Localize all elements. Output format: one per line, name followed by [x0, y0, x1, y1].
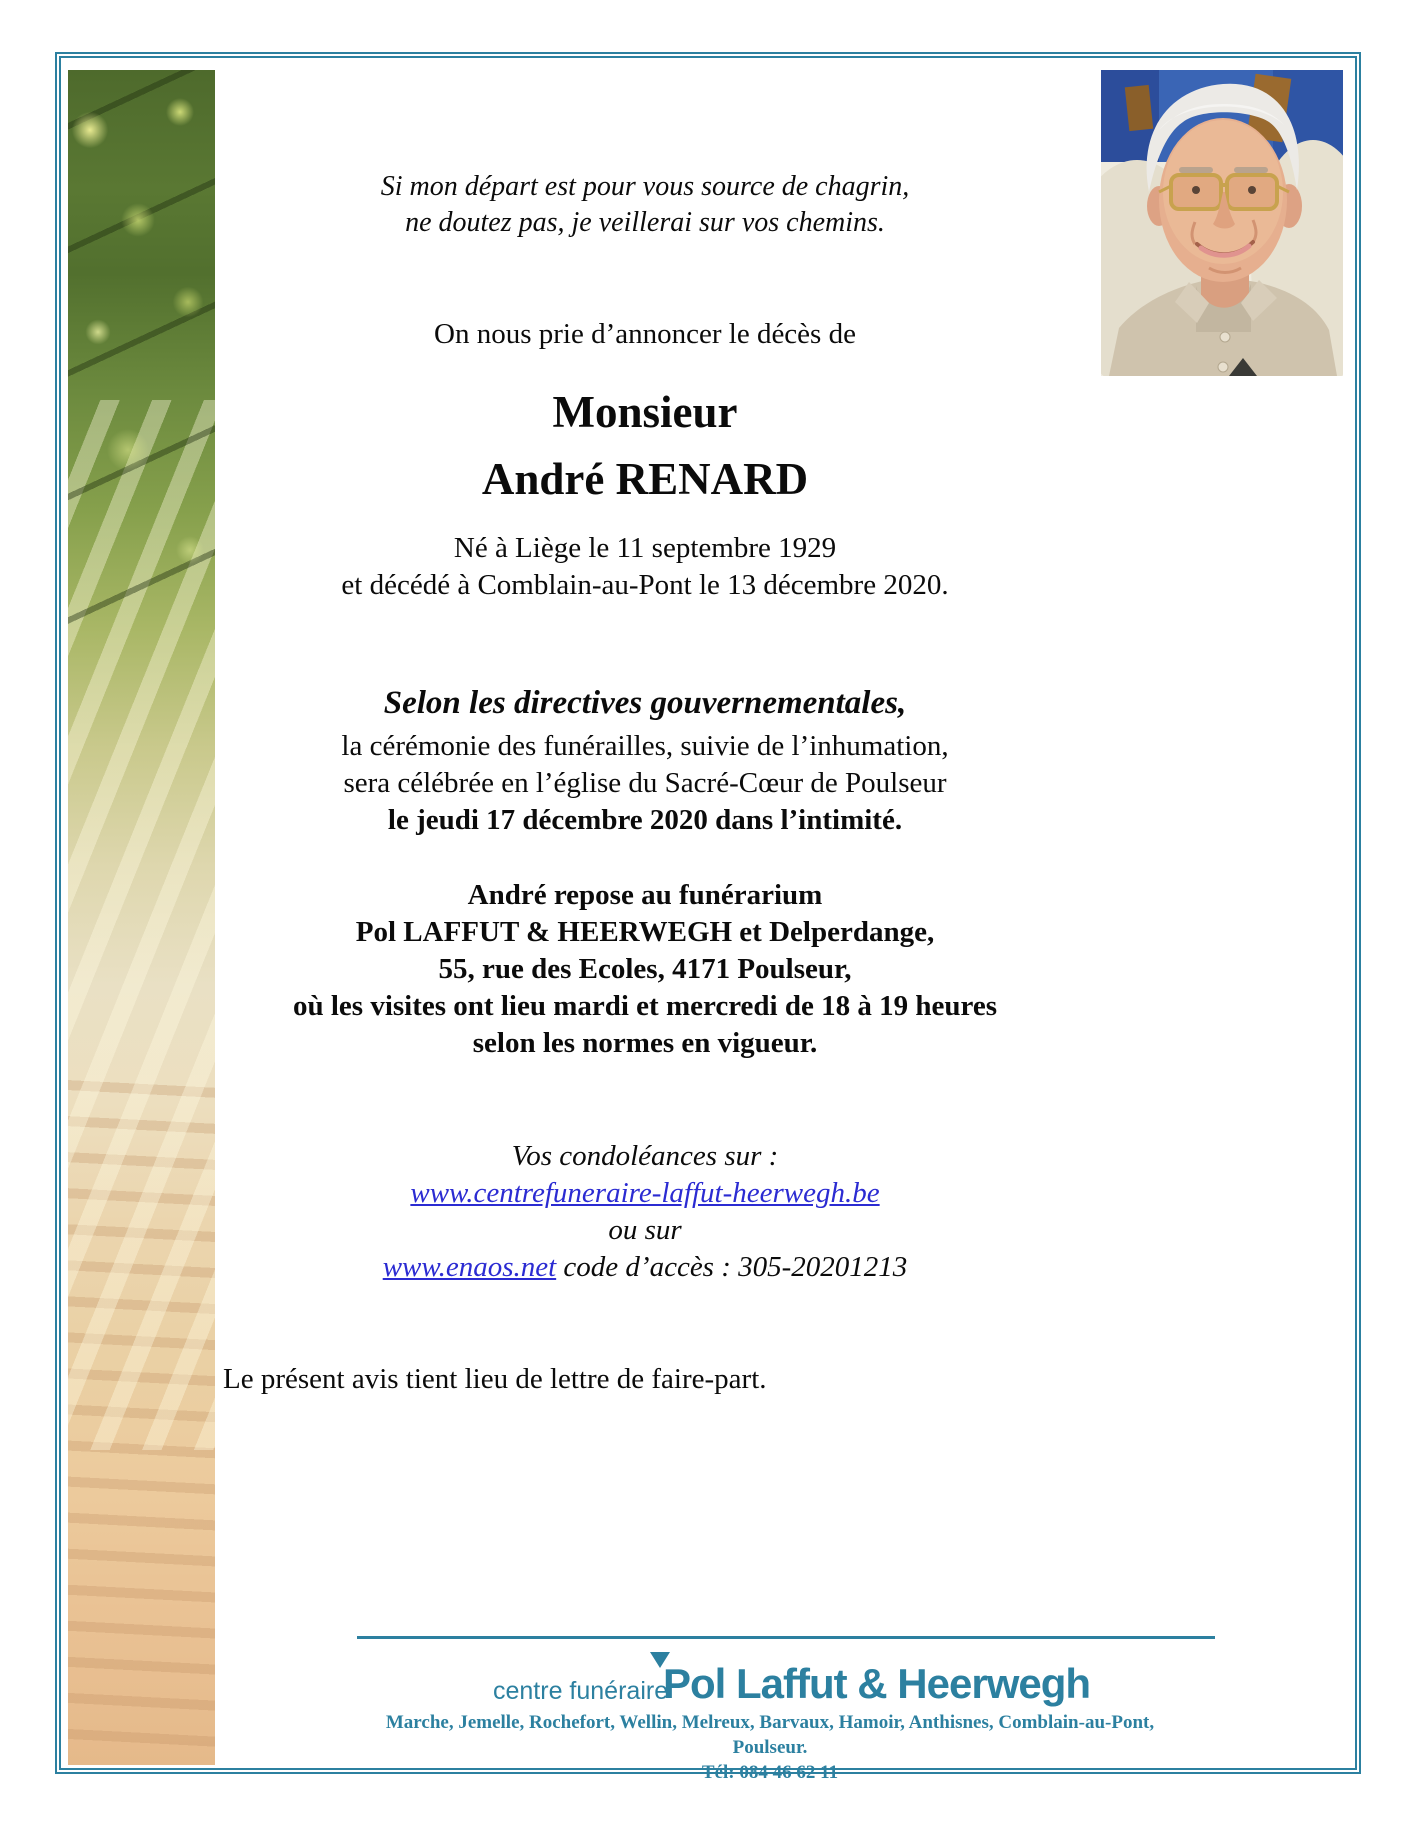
funerarium-norms-line: selon les normes en vigueur.: [472, 1027, 818, 1059]
birth-line: Né à Liège le 11 septembre 1929: [453, 532, 837, 564]
brand-name: Pol Laffut & Heerwegh: [663, 1660, 1091, 1707]
condolences-link-enaos[interactable]: www.enaos.net: [382, 1251, 557, 1283]
condolences-label: Vos condoléances sur :: [511, 1140, 779, 1172]
directives-heading: Selon les directives gouvernementales,: [383, 685, 907, 721]
condolences-link-centrefuneraire[interactable]: www.centrefuneraire-laffut-heerwegh.be: [410, 1177, 880, 1209]
opening-quote: [218, 169, 1072, 241]
quote-line-1: Si mon départ est pour vous source de chagrin,: [380, 171, 910, 202]
funerarium-block: [218, 877, 1072, 1062]
funerarium-line-2: Pol LAFFUT & HEERWEGH et Delperdange,: [355, 916, 935, 948]
ceremony-block: [218, 728, 1072, 839]
footer-divider: [357, 1636, 1215, 1639]
portrait-photo-drawing: [1101, 70, 1343, 376]
footer-phone: Tél: 084 46 62 11: [701, 1762, 839, 1783]
ceremony-line-1: la cérémonie des funérailles, suivie de l’inhumation,: [341, 730, 949, 762]
faire-part-notice: Le présent avis tient lieu de lettre de faire-part.: [223, 1363, 767, 1395]
footer-locations: Marche, Jemelle, Rochefort, Wellin, Melreux, Barvaux, Hamoir, Anthisnes, Comblain-au-Pont, Poulseur.: [385, 1712, 1155, 1758]
deceased-title: Monsieur: [552, 387, 738, 437]
brand-prefix: centre funéraire: [493, 1677, 669, 1705]
funerarium-visits-line: où les visites ont lieu mardi et mercredi de 18 à 19 heures: [293, 990, 997, 1022]
nature-path-image: [68, 70, 215, 1765]
condolences-or-label: ou sur: [608, 1214, 682, 1246]
deceased-name: André RENARD: [481, 454, 809, 504]
ceremony-date-line: le jeudi 17 décembre 2020 dans l’intimité.: [387, 804, 903, 836]
quote-line-2: ne doutez pas, je veillerai sur vos chemins.: [405, 207, 885, 238]
deceased-name-block: [218, 379, 1072, 513]
condolences-block: [218, 1138, 1072, 1286]
portrait-photo: [1101, 70, 1343, 376]
footer-info: [360, 1710, 1180, 1785]
announcement-line: On nous prie d’annoncer le décès de: [434, 318, 856, 350]
ceremony-line-2: sera célébrée en l’église du Sacré-Cœur de Poulseur: [343, 767, 947, 799]
funerarium-address-line: 55, rue des Ecoles, 4171 Poulseur,: [438, 953, 852, 985]
death-line: et décédé à Comblain-au-Pont le 13 décembre 2020.: [341, 569, 949, 601]
funerarium-line-1: André repose au funérarium: [467, 879, 823, 911]
condolences-access-code: code d’accès : 305-20201213: [563, 1251, 908, 1283]
birth-death-block: [218, 530, 1072, 604]
